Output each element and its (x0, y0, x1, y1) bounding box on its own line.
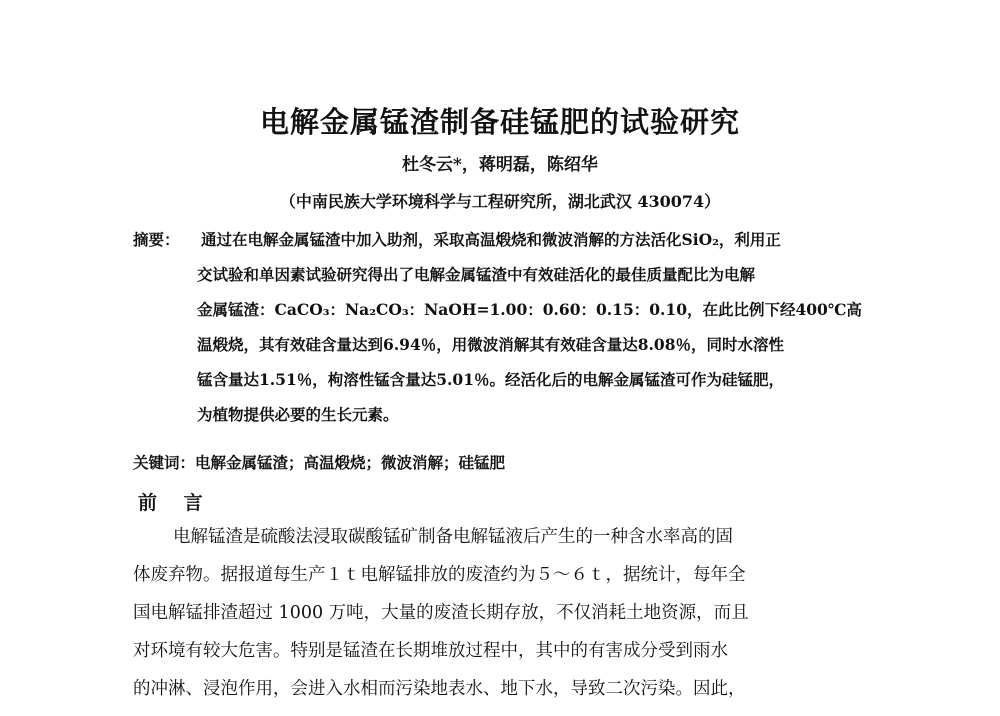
abstract-line: 金属锰渣：CaCO₃：Na₂CO₃：NaOH=1.00：0.60：0.15：0.10，在此比例下经400℃高 (197, 300, 862, 319)
author-list: 杜冬云*，蒋明磊，陈绍华 (402, 155, 598, 175)
abstract-line: 为植物提供必要的生长元素。 (197, 405, 399, 424)
body-line: 体废弃物。据报道每生产１ｔ电解锰排放的废渣约为５～６ｔ，据统计，每年全 (133, 565, 746, 585)
abstract-line: 锰含量达1.51％，枸溶性锰含量达5.01％。经活化后的电解金属锰渣可作为硅锰肥， (197, 370, 785, 389)
keywords: 关键词：电解金属锰渣；高温煅烧；微波消解；硅锰肥 (133, 453, 506, 472)
body-paragraph (133, 518, 863, 708)
abstract-line: 通过在电解金属锰渣中加入助剂，采取高温煅烧和微波消解的方法活化SiO₂，利用正 (201, 230, 781, 249)
body-line: 国电解锰排渣超过 1000 万吨，大量的废渣长期存放，不仅消耗土地资源，而且 (133, 603, 749, 623)
body-line: 电解锰渣是硫酸法浸取碳酸锰矿制备电解锰液后产生的一种含水率高的固 (173, 527, 733, 547)
abstract-line: 交试验和单因素试验研究得出了电解金属锰渣中有效硅活化的最佳质量配比为电解 (197, 265, 756, 284)
section-heading: 前 言 (138, 492, 213, 514)
abstract (133, 222, 868, 432)
body-line: 对环境有较大危害。特别是锰渣在长期堆放过程中，其中的有害成分受到雨水 (133, 641, 728, 661)
affiliation: （中南民族大学环境科学与工程研究所，湖北武汉 430074） (279, 192, 721, 211)
body-line: 的冲淋、浸泡作用，会进入水相而污染地表水、地下水，导致二次污染。因此， (133, 679, 746, 699)
abstract-line: 温煅烧，其有效硅含量达到6.94％，用微波消解其有效硅含量达8.08％，同时水溶性 (197, 335, 785, 354)
abstract-label: 摘要： (133, 230, 180, 249)
paper-title: 电解金属锰渣制备硅锰肥的试验研究 (259, 105, 740, 139)
